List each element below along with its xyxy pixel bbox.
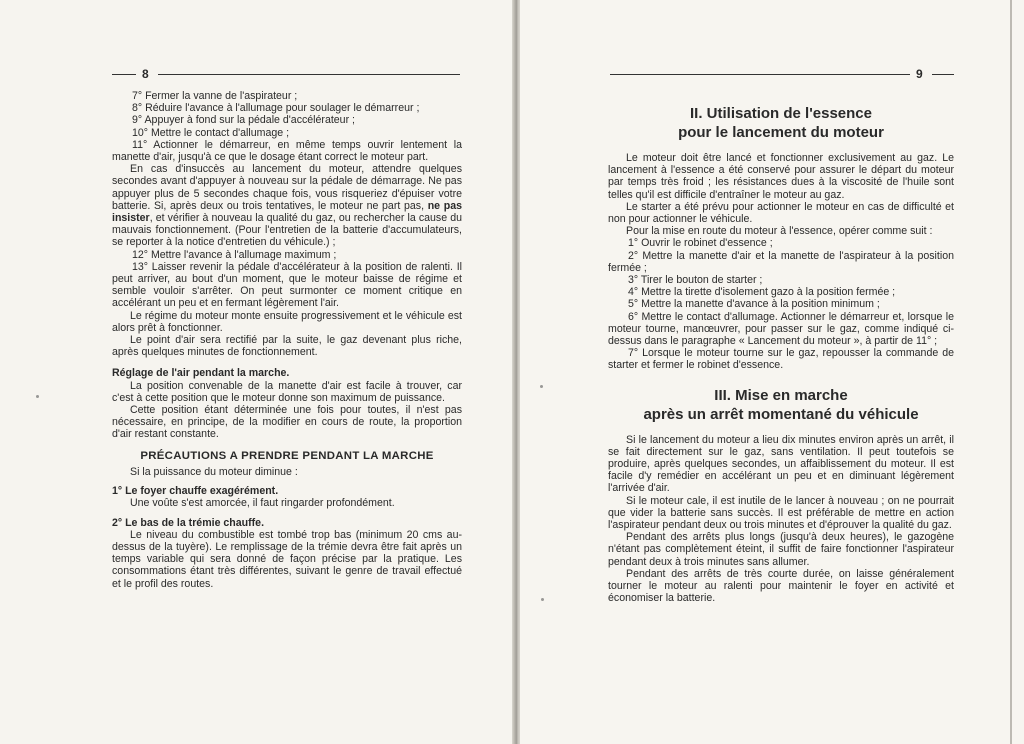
essence-step-5: 5° Mettre la manette d'avance à la position minimum ; xyxy=(628,298,880,311)
right-page xyxy=(520,0,1024,744)
precaution-1-heading: 1° Le foyer chauffe exagérément. xyxy=(112,485,279,498)
essence-step-6: 6° Mettre le contact d'allumage. Actionner le démarreur et, lorsque le moteur tourne, manœuvrer, pour passer sur le gaz, comme indiqué ci-dessus dans le paragraphe « Lancement du moteur », à partir de 11° ; xyxy=(608,310,954,348)
right-running-header xyxy=(610,68,954,82)
left-running-header xyxy=(112,68,460,82)
header-rule xyxy=(112,74,136,75)
section-2-paragraph-3: Pour la mise en route du moteur à l'essence, opérer comme suit : xyxy=(626,225,933,238)
paragraph-insucces-part2: , et vérifier à nouveau la qualité du gaz, ou rechercher la cause du mauvais fonctionnement. (Pour l'entretien de la batterie d'accumulateurs, se reporter à la notice d'entretien du véhicule.) ; xyxy=(112,212,462,249)
essence-step-7: 7° Lorsque le moteur tourne sur le gaz, repousser la commande de starter et fermer le robinet d'essence. xyxy=(608,347,954,372)
essence-step-2: 2° Mettre la manette d'air et la manette de l'aspirateur à la position fermée ; xyxy=(608,249,954,274)
page-number: 9 xyxy=(916,67,923,81)
paragraph-position: La position convenable de la manette d'air est facile à trouver, car c'est à cette position que le moteur donne son maximum de puissance. xyxy=(112,379,462,404)
section-2-paragraph-2: Le starter a été prévu pour actionner le moteur en cas de difficulté et non pour actionner le véhicule. xyxy=(608,200,954,226)
essence-step-4: 4° Mettre la tirette d'isolement gazo à la position fermée ; xyxy=(628,286,896,299)
paragraph-insucces-part1: En cas d'insuccès au lancement du moteur, attendre quelques secondes avant d'appuyer à nouveau sur la pédale de démarrage. Ne pas appuyer plus de 5 secondes chaque fois, vous risqueriez d'épuiser votre batterie. Si, après deux ou trois tentatives, le moteur ne part pas, xyxy=(112,163,462,212)
paragraph-puissance: Si la puissance du moteur diminue : xyxy=(130,465,298,478)
paragraph-insucces xyxy=(112,163,462,248)
section-3-paragraph-2: Si le moteur cale, il est inutile de le lancer à nouveau ; on ne pourrait que vider la batterie sans succès. Il est préférable de mettre en action l'aspirateur pendant deux ou trois minutes et d'éprouver la qualité du gaz. xyxy=(608,494,954,532)
section-3-title-line-1: III. Mise en marche xyxy=(714,386,848,404)
section-3-title-line-2: après un arrêt momentané du véhicule xyxy=(643,405,919,423)
precaution-2-heading: 2° Le bas de la trémie chauffe. xyxy=(112,516,265,529)
section-3-paragraph-4: Pendant des arrêts de très courte durée, on laisse généralement tourner le moteur au ralenti pour maintenir le foyer en activité et économiser la batterie. xyxy=(608,567,954,605)
step-13: 13° Laisser revenir la pédale d'accélérateur à la position de ralenti. Il peut arriver, au bout d'un moment, que le moteur baisse de régime et semble vouloir s'arrêter. On peut surmonter ce moment critique en accélérant un peu et en fermant légèrement l'air. xyxy=(112,260,462,310)
section-2-title-line-2: pour le lancement du moteur xyxy=(678,124,884,141)
heading-precautions: PRÉCAUTIONS A PRENDRE PENDANT LA MARCHE xyxy=(140,449,434,462)
paper-speck xyxy=(541,598,544,601)
page-edge xyxy=(1010,0,1012,744)
step-11: 11° Actionner le démarreur, en même temps ouvrir lentement la manette d'air, jusqu'à ce que le dosage étant correct le moteur part. xyxy=(112,138,462,164)
subheading-reglage-air: Réglage de l'air pendant la marche. xyxy=(112,367,290,380)
step-10: 10° Mettre le contact d'allumage ; xyxy=(132,126,290,139)
step-12: 12° Mettre l'avance à l'allumage maximum ; xyxy=(132,248,337,261)
emphasis-ne-pas-insister: ne pas insister xyxy=(112,199,463,225)
header-rule xyxy=(158,74,460,75)
header-rule xyxy=(610,74,910,75)
left-page-body xyxy=(112,90,462,590)
step-8: 8° Réduire l'avance à l'allumage pour soulager le démarreur ; xyxy=(132,102,420,115)
header-rule xyxy=(932,74,954,75)
section-3-paragraph-3: Pendant des arrêts plus longs (jusqu'à deux heures), le gazogène n'étant pas complètement éteint, il suffit de faire fonctionner l'aspirateur pendant deux à trois minutes sans allumer. xyxy=(608,531,954,568)
essence-step-1: 1° Ouvrir le robinet d'essence ; xyxy=(628,237,773,250)
step-7: 7° Fermer la vanne de l'aspirateur ; xyxy=(132,90,298,102)
essence-step-3: 3° Tirer le bouton de starter ; xyxy=(628,274,763,287)
precaution-1-text: Une voûte s'est amorcée, il faut ringarder profondément. xyxy=(130,497,395,510)
page-number: 8 xyxy=(142,67,149,81)
right-page-body xyxy=(608,104,954,605)
paragraph-regime: Le régime du moteur monte ensuite progressivement et le véhicule est alors prêt à fonctionner. xyxy=(112,309,462,334)
paragraph-cette-position: Cette position étant déterminée une fois pour toutes, il n'est pas nécessaire, en principe, de la modifier en cours de route, la proportion d'air restant constante. xyxy=(112,404,462,441)
step-9: 9° Appuyer à fond sur la pédale d'accélérateur ; xyxy=(132,114,355,127)
section-2-title-line-1: II. Utilisation de l'essence xyxy=(690,105,872,122)
paper-speck xyxy=(36,395,39,398)
section-3-paragraph-1: Si le lancement du moteur a lieu dix minutes environ après un arrêt, il se fait directement sur le gaz, sans ventilation. Il peut toutefois se produire, après quelques secondes, un affaiblissement du moteur. Il est facile d'y remédier en accélérant un peu et en diminuant légèrement l'arrivée d'air. xyxy=(608,433,954,495)
section-2-paragraph-1: Le moteur doit être lancé et fonctionner exclusivement au gaz. Le lancement à l'essence a été conservé pour assurer le départ du moteur par temps très froid ; les résistances dues à la viscosité de l'huile sont telles qu'il est difficile d'entraîner le moteur au gaz. xyxy=(608,152,954,201)
paper-speck xyxy=(540,385,543,388)
paragraph-point-air: Le point d'air sera rectifié par la suite, le gaz devenant plus riche, après quelques minutes de fonctionnement. xyxy=(112,334,462,359)
precaution-2-text: Le niveau du combustible est tombé trop bas (minimum 20 cms au-dessus de la tuyère). Le remplissage de la trémie devra être fait après un temps variable qui sera donné de façon précise par la pratique. Les consommations étant très différentes, suivant le genre de travail effectué et le profil des routes. xyxy=(112,528,462,590)
